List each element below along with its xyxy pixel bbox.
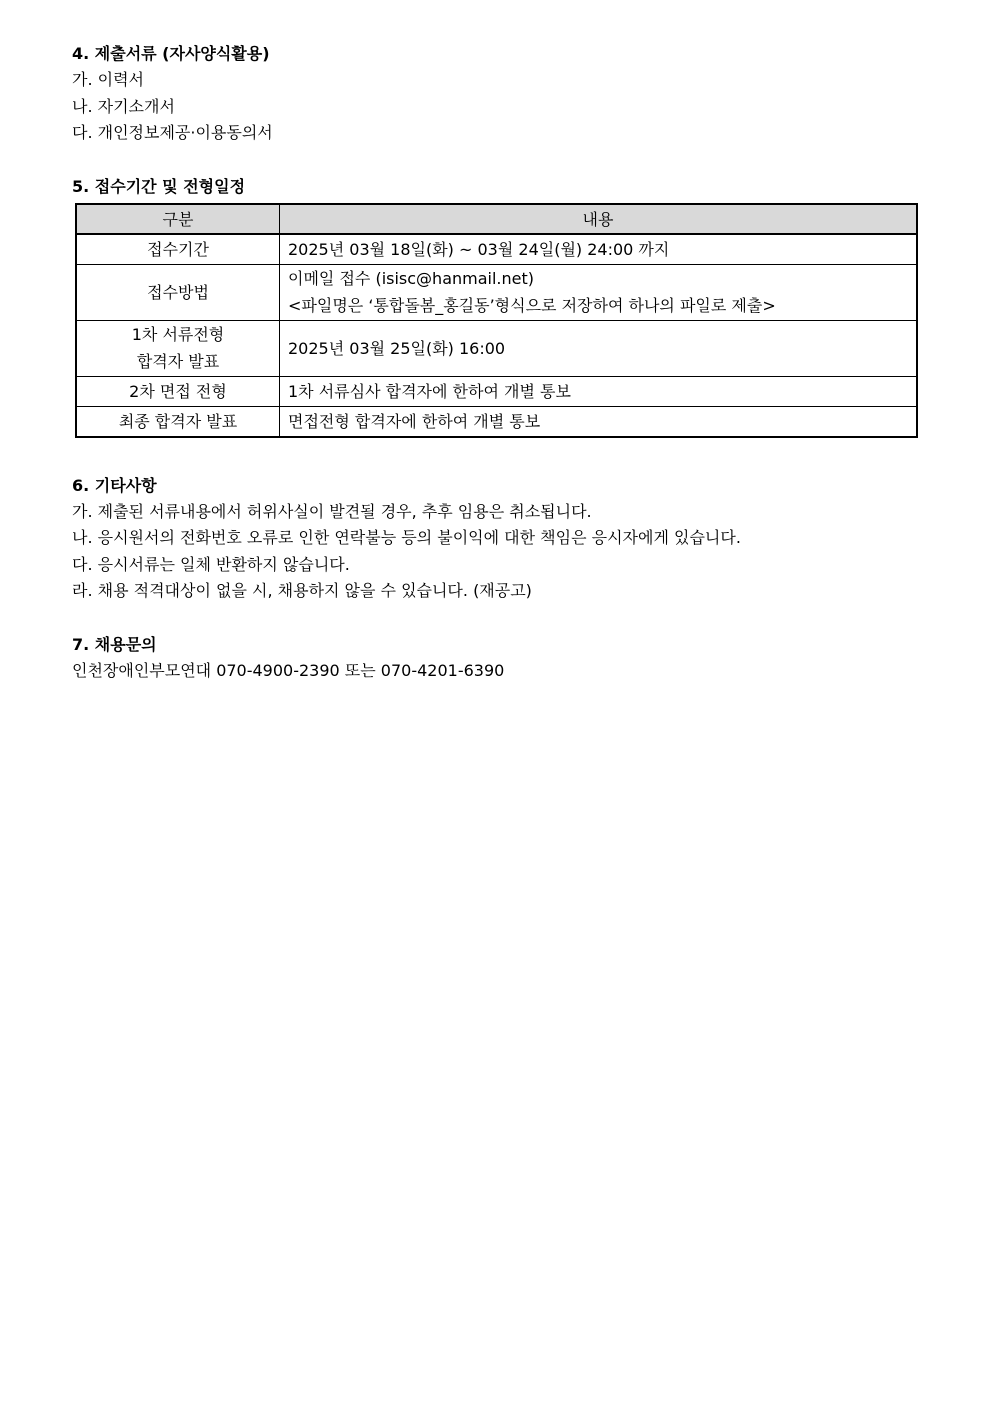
docs-item: 나. 자기소개서 [72,96,175,116]
row-content-text: 이메일 접수 (isisc@hanmail.net) [288,269,535,288]
section-notes-title: 6. 기타사항 [72,475,157,495]
section-docs-title: 4. 제출서류 (자사양식활용) [72,44,270,63]
row-label-text: 1차 서류전형 [131,325,225,344]
row-label [76,234,280,265]
row-content [280,320,918,376]
schedule-table [75,203,918,438]
table-row [76,234,917,265]
row-content-text: 1차 서류심사 합격자에 한하여 개별 통보 [288,381,571,401]
row-label [76,406,280,437]
row-label [76,320,280,376]
contact-text: 인천장애인부모연대 070-4900-2390 또는 070-4201-6390 [72,660,505,680]
notes-item: 가. 제출된 서류내용에서 허위사실이 발견될 경우, 추후 임용은 취소됩니다. [72,501,592,521]
notes-item: 라. 채용 적격대상이 없을 시, 채용하지 않을 수 있습니다. (재공고) [72,581,532,600]
row-content [280,376,918,406]
table-row [76,376,917,406]
notes-item: 다. 응시서류는 일체 반환하지 않습니다. [72,554,350,574]
notes-item: 나. 응시원서의 전화번호 오류로 인한 연락불능 등의 불이익에 대한 책임은 응시자에게 있습니다. [72,528,741,547]
section-schedule-title: 5. 접수기간 및 전형일정 [72,176,246,196]
row-content-text: 면접전형 합격자에 한하여 개별 통보 [288,411,541,431]
row-label-text: 접수방법 [147,282,209,302]
section-contact-title: 7. 채용문의 [72,634,157,654]
table-row [76,406,917,437]
row-content-text: 2025년 03월 18일(화) ~ 03월 24일(월) 24:00 까지 [288,239,670,259]
row-label [76,264,280,320]
row-label-text: 최종 합격자 발표 [118,411,238,431]
row-label [76,376,280,406]
row-content [280,264,918,320]
row-content-text: <파일명은 ‘통합돌봄_홍길동’형식으로 저장하여 하나의 파일로 제출> [288,296,776,315]
row-label-text: 2차 면접 전형 [129,381,227,401]
table-header-content: 내용 [280,204,918,234]
row-label-text: 접수기간 [147,239,209,259]
row-content [280,406,918,437]
row-content-text: 2025년 03월 25일(화) 16:00 [288,338,506,358]
row-label-text: 합격자 발표 [136,352,220,371]
docs-item: 가. 이력서 [72,70,144,89]
table-row [76,264,917,320]
docs-item: 다. 개인정보제공·이용동의서 [72,123,273,142]
document-page [72,40,920,684]
row-content [280,234,918,265]
schedule-table-wrap [75,203,918,438]
table-row [76,320,917,376]
table-header-category: 구분 [76,204,280,234]
